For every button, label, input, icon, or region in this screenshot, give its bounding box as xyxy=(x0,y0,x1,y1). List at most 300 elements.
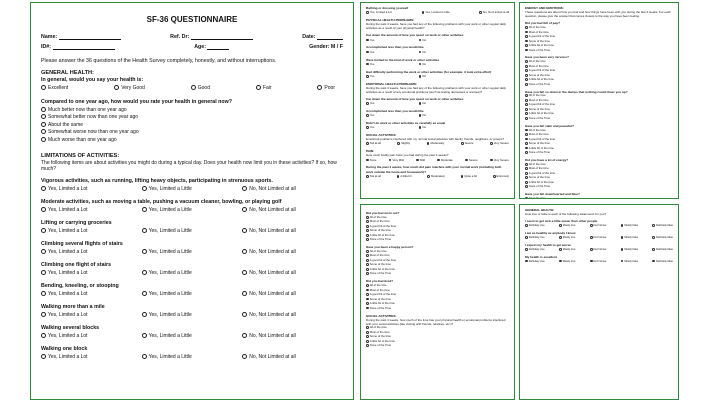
radio-icon[interactable] xyxy=(621,260,624,263)
radio-icon[interactable] xyxy=(525,69,528,72)
radio-icon[interactable] xyxy=(142,207,147,212)
radio-icon[interactable] xyxy=(366,216,369,219)
intro-text: Please answer the 36 questions of the Health Survey completely, honestly, and without interruptions. xyxy=(41,58,277,64)
frequency-option[interactable] xyxy=(525,197,673,199)
option-label: Most of the time xyxy=(528,98,549,103)
limitation-question: Climbing one flight of stairs xyxy=(41,261,112,268)
compared-option[interactable]: Much worse than one year ago xyxy=(41,137,343,143)
radio-icon[interactable] xyxy=(525,185,528,188)
option-label: Yes, Limited a Lot xyxy=(48,206,88,213)
gender-label[interactable]: Gender: M / F xyxy=(309,44,343,50)
radio-icon[interactable] xyxy=(525,172,528,175)
ref-dr-field[interactable] xyxy=(191,35,253,40)
radio-icon[interactable] xyxy=(559,224,562,227)
statement-option[interactable] xyxy=(652,260,673,264)
p2-yesno: Yes No xyxy=(366,39,426,43)
option-label: No, Not Limited at all xyxy=(249,206,296,213)
option-label: Some of the time xyxy=(369,228,391,233)
limitation-option[interactable] xyxy=(242,207,337,213)
option-label: Definitely true xyxy=(528,259,545,263)
p2-scale-b: None Very Mild Mild Moderate Severe Very Severe xyxy=(366,159,509,163)
radio-icon[interactable] xyxy=(366,284,369,287)
radio-icon[interactable] xyxy=(366,234,369,237)
radio-icon[interactable] xyxy=(525,35,528,38)
option-label: Some of the time xyxy=(528,72,550,77)
limitation-question: Climbing several flights of stairs xyxy=(41,240,123,247)
limitations-list xyxy=(41,178,343,360)
radio-icon[interactable] xyxy=(366,259,369,262)
age-field[interactable] xyxy=(207,45,229,50)
option-label: All of the time xyxy=(369,214,387,219)
radio-icon[interactable] xyxy=(559,260,562,263)
radio-icon[interactable] xyxy=(525,176,528,179)
ref-dr-label: Ref. Dr: xyxy=(170,34,190,40)
radio-icon[interactable] xyxy=(525,83,528,86)
radio-icon[interactable] xyxy=(621,236,624,239)
option-label: Don't know xyxy=(593,224,607,228)
p2-options: Yes, Limited a Lot Yes, Limited a Little No, Not Limited at all xyxy=(366,11,509,15)
option-label: A little bit of the time xyxy=(528,145,554,150)
radio-icon[interactable] xyxy=(256,85,261,90)
option-label: Yes, Limited a Little xyxy=(148,311,192,318)
option-label: Most of the time xyxy=(528,29,549,34)
statement-option[interactable] xyxy=(590,224,607,228)
limitation-option[interactable] xyxy=(242,270,337,276)
compared-option[interactable]: Somewhat worse now than one year ago xyxy=(41,129,343,135)
radio-icon[interactable] xyxy=(525,78,528,81)
option-very-good[interactable]: Very Good xyxy=(114,85,145,91)
statement-option[interactable] xyxy=(525,260,545,264)
radio-icon[interactable] xyxy=(142,186,147,191)
radio-icon[interactable] xyxy=(41,122,46,127)
p5-item-list xyxy=(525,219,673,263)
option-poor[interactable]: Poor xyxy=(317,85,335,91)
limitation-option[interactable] xyxy=(41,312,136,318)
radio-icon[interactable] xyxy=(525,60,528,63)
questionnaire-page-5 xyxy=(519,204,679,400)
radio-icon[interactable] xyxy=(525,112,528,115)
limitation-options xyxy=(41,312,343,318)
option-label: Yes, Limited a Lot xyxy=(48,269,88,276)
option-label: Yes, Limited a Lot xyxy=(48,353,88,360)
radio-icon[interactable] xyxy=(366,289,369,292)
general-health-heading: GENERAL HEALTH: xyxy=(41,70,94,76)
p2-text: During the past 4 weeks, have you had any of the following problems with your work or other regular daily activities as a result of any emotional problems (such as feeling depressed or anxious)? xyxy=(366,85,506,94)
radio-icon[interactable] xyxy=(621,248,624,251)
general-health-statement: My health is excellent xyxy=(525,254,557,259)
radio-icon[interactable] xyxy=(242,249,247,254)
p2-yesno: Yes No xyxy=(366,75,426,79)
option-label: A good bit of the time xyxy=(528,102,556,107)
frequency-question: Did you have a lot of energy? xyxy=(525,157,569,162)
option-label: Yes, Limited a Little xyxy=(148,290,192,297)
limitation-option[interactable] xyxy=(142,354,237,360)
radio-icon[interactable] xyxy=(41,114,46,119)
radio-icon[interactable] xyxy=(525,167,528,170)
limitation-option[interactable] xyxy=(41,207,136,213)
limitation-option[interactable] xyxy=(242,312,337,318)
radio-icon[interactable] xyxy=(242,333,247,338)
option-label: Definitely false xyxy=(656,259,673,263)
limitation-question: Lifting or carrying groceries xyxy=(41,219,112,226)
frequency-question: Have you been a happy person? xyxy=(366,245,414,250)
frequency-option[interactable] xyxy=(366,307,509,311)
radio-icon[interactable] xyxy=(590,260,593,263)
radio-icon[interactable] xyxy=(525,74,528,77)
p3-heading: ENERGY AND EMOTIONS: xyxy=(525,6,564,10)
radio-icon[interactable] xyxy=(114,85,119,90)
frequency-option[interactable] xyxy=(525,185,673,189)
radio-icon[interactable] xyxy=(525,65,528,68)
p2-text: During the past 4 weeks, have you had any of the following problems with your work or other regular daily activities as a result of your physical health? xyxy=(366,22,506,31)
radio-icon[interactable] xyxy=(652,248,655,251)
compared-options xyxy=(41,107,343,143)
radio-icon[interactable] xyxy=(142,249,147,254)
radio-icon[interactable] xyxy=(41,333,46,338)
option-label: Yes, Limited a Lot xyxy=(48,185,88,192)
radio-icon[interactable] xyxy=(525,44,528,47)
limitation-option[interactable] xyxy=(41,270,136,276)
statement-option[interactable] xyxy=(621,248,639,252)
radio-icon[interactable] xyxy=(366,293,369,296)
radio-icon[interactable] xyxy=(366,307,369,310)
limitation-options xyxy=(41,354,343,360)
limitation-option[interactable] xyxy=(142,270,237,276)
option-label: Most of the time xyxy=(528,132,549,137)
radio-icon[interactable] xyxy=(41,291,46,296)
option-label: All of the time xyxy=(528,127,546,132)
option-label: Yes, Limited a Little xyxy=(148,269,192,276)
radio-icon[interactable] xyxy=(525,147,528,150)
radio-icon[interactable] xyxy=(142,354,147,359)
radio-icon[interactable] xyxy=(590,224,593,227)
p2-heading: SOCIAL ACTIVITIES: xyxy=(366,133,397,138)
p2-text: Emotional problems interfered with my normal social activities with family, friends, neighbors, or groups? xyxy=(366,137,505,142)
p2-heading: PHYSICAL HEALTH PROBLEMS: xyxy=(366,18,415,23)
p2-line: Bathing or dressing yourself xyxy=(366,6,409,10)
radio-icon[interactable] xyxy=(525,181,528,184)
radio-icon[interactable] xyxy=(142,270,147,275)
radio-icon[interactable] xyxy=(525,138,528,141)
id-field[interactable] xyxy=(53,45,115,50)
limitation-options xyxy=(41,291,343,297)
option-label: A good bit of the time xyxy=(369,258,397,263)
radio-icon[interactable] xyxy=(525,103,528,106)
limitation-option[interactable] xyxy=(242,186,337,192)
radio-icon[interactable] xyxy=(242,291,247,296)
radio-icon[interactable] xyxy=(142,333,147,338)
frequency-options xyxy=(366,284,509,310)
limitation-option[interactable] xyxy=(242,249,337,255)
statement-option[interactable] xyxy=(621,224,639,228)
id-row-1 xyxy=(41,34,343,40)
frequency-option[interactable] xyxy=(525,117,673,121)
frequency-option[interactable] xyxy=(525,151,673,155)
option-label: A little bit of the time xyxy=(528,111,554,116)
option-label: Definitely false xyxy=(656,236,673,240)
statement-option[interactable] xyxy=(559,260,575,264)
radio-icon[interactable] xyxy=(366,220,369,223)
radio-icon[interactable] xyxy=(652,236,655,239)
frequency-options xyxy=(366,250,509,276)
radio-icon[interactable] xyxy=(366,268,369,271)
limitation-option[interactable] xyxy=(142,249,237,255)
limitation-option[interactable] xyxy=(142,291,237,297)
option-label: Yes, Limited a Little xyxy=(148,332,192,339)
limitation-option[interactable] xyxy=(142,228,237,234)
p2-scale-a: Not at all Slightly Moderately Severe Very Severe xyxy=(366,142,509,146)
option-label: Most of the time xyxy=(528,63,549,68)
option-label: A good bit of the time xyxy=(369,292,397,297)
radio-icon[interactable] xyxy=(525,129,528,132)
statement-option[interactable] xyxy=(590,236,607,240)
radio-icon[interactable] xyxy=(525,117,528,120)
radio-icon[interactable] xyxy=(525,26,528,29)
option-label: None of the Time xyxy=(528,116,551,121)
radio-icon[interactable] xyxy=(525,49,528,52)
option-label: None of the Time xyxy=(369,237,392,242)
general-health-statement: I seem to get sick a little easier than other people xyxy=(525,219,598,224)
option-label: Yes, Limited a Lot xyxy=(48,248,88,255)
option-label: Definitely true xyxy=(528,236,545,240)
limitation-option[interactable] xyxy=(142,312,237,318)
option-label: All of the time xyxy=(528,161,546,166)
date-field[interactable] xyxy=(317,35,343,40)
limitation-option[interactable] xyxy=(242,228,337,234)
limitation-option[interactable] xyxy=(41,354,136,360)
frequency-question: Have you felt downhearted and blue? xyxy=(525,192,580,197)
statement-option[interactable] xyxy=(590,248,607,252)
statement-option[interactable] xyxy=(652,248,673,252)
option-label: No, Not Limited at all xyxy=(249,185,296,192)
statement-option[interactable] xyxy=(559,236,575,240)
radio-icon[interactable] xyxy=(242,186,247,191)
option-label: Some of the time xyxy=(528,175,550,180)
option-label: No, Not Limited at all xyxy=(249,332,296,339)
radio-icon[interactable] xyxy=(242,228,247,233)
radio-icon[interactable] xyxy=(317,85,322,90)
statement-option[interactable] xyxy=(525,224,545,228)
id-row-2 xyxy=(41,44,343,50)
radio-icon[interactable] xyxy=(525,224,528,227)
radio-icon[interactable] xyxy=(525,40,528,43)
frequency-options xyxy=(525,94,673,120)
limitation-option[interactable] xyxy=(41,249,136,255)
radio-icon[interactable] xyxy=(41,129,46,134)
limitation-options xyxy=(41,249,343,255)
p2-heading: PAIN: xyxy=(366,149,375,154)
limitation-option[interactable] xyxy=(41,333,136,339)
radio-icon[interactable] xyxy=(41,249,46,254)
p5-intro: How true or false is each of the following statements for you? xyxy=(525,212,607,217)
option-label: A good bit of the time xyxy=(528,34,556,39)
option-label: Most of the time xyxy=(369,253,390,258)
frequency-option[interactable] xyxy=(366,272,509,276)
radio-icon[interactable] xyxy=(366,298,369,301)
limitation-option[interactable] xyxy=(142,333,237,339)
option-label: None of the Time xyxy=(528,150,551,155)
option-label: None of the Time xyxy=(528,184,551,189)
radio-icon[interactable] xyxy=(41,354,46,359)
statement-option[interactable] xyxy=(559,224,575,228)
option-label: All of the time xyxy=(369,249,387,254)
radio-icon[interactable] xyxy=(142,228,147,233)
p3-question-list xyxy=(525,21,673,199)
general-health-statement: I expect my health to get worse xyxy=(525,242,571,247)
option-label: Definitely true xyxy=(528,224,545,228)
statement-option[interactable] xyxy=(652,236,673,240)
statement-option[interactable] xyxy=(559,248,575,252)
radio-icon[interactable] xyxy=(621,224,624,227)
radio-icon[interactable] xyxy=(652,224,655,227)
frequency-options xyxy=(525,129,673,155)
p2-yesno: Yes No xyxy=(366,114,426,118)
compared-option[interactable]: About the same xyxy=(41,122,343,128)
option-excellent[interactable]: Excellent xyxy=(41,85,68,91)
p4-social-options: All of the time Most of the time Some of the time A little bit of the time None of the Time xyxy=(366,326,509,348)
option-label: None of the Time xyxy=(369,271,392,276)
radio-icon[interactable] xyxy=(525,142,528,145)
statement-option[interactable] xyxy=(621,236,639,240)
radio-icon[interactable] xyxy=(242,354,247,359)
radio-icon[interactable] xyxy=(242,207,247,212)
option-label: Mostly true xyxy=(562,224,576,228)
radio-icon[interactable] xyxy=(590,236,593,239)
limitation-option[interactable] xyxy=(142,207,237,213)
frequency-option[interactable] xyxy=(366,238,509,242)
radio-icon[interactable] xyxy=(366,250,369,253)
limitation-options xyxy=(41,228,343,234)
limitation-option[interactable] xyxy=(242,333,337,339)
option-label: None of the Time xyxy=(528,47,551,52)
option-label: All of the time xyxy=(528,59,546,64)
limitation-option[interactable] xyxy=(41,228,136,234)
radio-icon[interactable] xyxy=(525,151,528,154)
radio-icon[interactable] xyxy=(525,163,528,166)
option-label: No, Not Limited at all xyxy=(249,269,296,276)
statement-option[interactable] xyxy=(525,236,545,240)
radio-icon[interactable] xyxy=(41,85,46,90)
option-label: All of the time xyxy=(528,93,546,98)
statement-options xyxy=(525,248,673,252)
radio-icon[interactable] xyxy=(525,108,528,111)
option-label: Yes, Limited a Little xyxy=(148,185,192,192)
option-label: No, Not Limited at all xyxy=(249,353,296,360)
radio-icon[interactable] xyxy=(652,260,655,263)
id-label: ID#: xyxy=(41,44,52,50)
radio-icon[interactable] xyxy=(559,248,562,251)
radio-icon[interactable] xyxy=(525,197,528,199)
option-label: No, Not Limited at all xyxy=(249,248,296,255)
radio-icon[interactable] xyxy=(142,291,147,296)
option-label: A little bit of the time xyxy=(528,179,554,184)
compared-question: Compared to one year ago, how would you rate your health in general now? xyxy=(41,99,233,105)
radio-icon[interactable] xyxy=(366,272,369,275)
radio-icon[interactable] xyxy=(525,94,528,97)
radio-icon[interactable] xyxy=(525,248,528,251)
option-label: All of the time xyxy=(369,283,387,288)
option-label: A good bit of the time xyxy=(528,68,556,73)
radio-icon[interactable] xyxy=(242,270,247,275)
radio-icon[interactable] xyxy=(41,107,46,112)
radio-icon[interactable] xyxy=(41,186,46,191)
radio-icon[interactable] xyxy=(41,207,46,212)
statement-option[interactable] xyxy=(590,260,607,264)
radio-icon[interactable] xyxy=(41,270,46,275)
statement-option[interactable] xyxy=(525,248,545,252)
radio-icon[interactable] xyxy=(525,133,528,136)
option-fair[interactable]: Fair xyxy=(256,85,272,91)
limitation-question: Walking one block xyxy=(41,345,88,352)
radio-icon[interactable] xyxy=(366,229,369,232)
radio-icon[interactable] xyxy=(366,263,369,266)
p2-yesno: Yes No xyxy=(366,51,426,55)
radio-icon[interactable] xyxy=(191,85,196,90)
option-label: Most of the time xyxy=(528,166,549,171)
radio-icon[interactable] xyxy=(590,248,593,251)
option-good[interactable]: Good xyxy=(191,85,210,91)
option-label: Definitely false xyxy=(656,224,673,228)
radio-icon[interactable] xyxy=(366,238,369,241)
radio-icon[interactable] xyxy=(366,302,369,305)
p2-text: How much bodily pain have you had during the past 4 weeks? xyxy=(366,153,449,158)
option-label: Yes, Limited a Little xyxy=(148,206,192,213)
radio-icon[interactable] xyxy=(142,312,147,317)
radio-icon[interactable] xyxy=(525,99,528,102)
p2-yesno: Yes No xyxy=(366,102,426,106)
name-label: Name: xyxy=(41,34,58,40)
p4-social-heading: SOCIAL ACTIVITIES: xyxy=(366,313,397,318)
limitation-option[interactable] xyxy=(41,186,136,192)
radio-icon[interactable] xyxy=(366,254,369,257)
questionnaire-page-2 xyxy=(360,2,515,199)
option-label: A little bit of the time xyxy=(528,77,554,82)
option-label: A good bit of the time xyxy=(528,136,556,141)
option-label: Yes, Limited a Lot xyxy=(48,332,88,339)
general-health-statement: I am as healthy as anybody I know xyxy=(525,230,576,235)
radio-icon[interactable] xyxy=(525,31,528,34)
statement-option[interactable] xyxy=(621,260,639,264)
limitation-options xyxy=(41,207,343,213)
radio-icon[interactable] xyxy=(559,236,562,239)
limitation-options xyxy=(41,270,343,276)
radio-icon[interactable] xyxy=(41,228,46,233)
limitation-options xyxy=(41,333,343,339)
compared-option[interactable]: Much better now than one year ago xyxy=(41,107,343,113)
compared-option[interactable]: Somewhat better now than one year ago xyxy=(41,114,343,120)
limitation-option[interactable] xyxy=(242,291,337,297)
radio-icon[interactable] xyxy=(41,312,46,317)
limitation-option[interactable] xyxy=(242,354,337,360)
frequency-option[interactable] xyxy=(525,49,673,53)
radio-icon[interactable] xyxy=(525,260,528,263)
frequency-option[interactable] xyxy=(525,83,673,87)
frequency-question: Have you felt so down in the dumps that nothing could cheer you up? xyxy=(525,89,628,94)
radio-icon[interactable] xyxy=(366,225,369,228)
option-label: Mostly false xyxy=(624,248,639,252)
limitation-option[interactable] xyxy=(142,186,237,192)
option-label: Mostly true xyxy=(562,248,576,252)
statement-option[interactable] xyxy=(652,224,673,228)
radio-icon[interactable] xyxy=(41,137,46,142)
radio-icon[interactable] xyxy=(525,236,528,239)
frequency-options xyxy=(525,26,673,52)
option-label: All of the time xyxy=(528,25,546,30)
limitation-question: Vigorous activities, such as running, lifting heavy objects, participating in strenuous sports. xyxy=(41,177,273,184)
name-field[interactable] xyxy=(59,35,121,40)
limitation-option[interactable] xyxy=(41,291,136,297)
radio-icon[interactable] xyxy=(242,312,247,317)
